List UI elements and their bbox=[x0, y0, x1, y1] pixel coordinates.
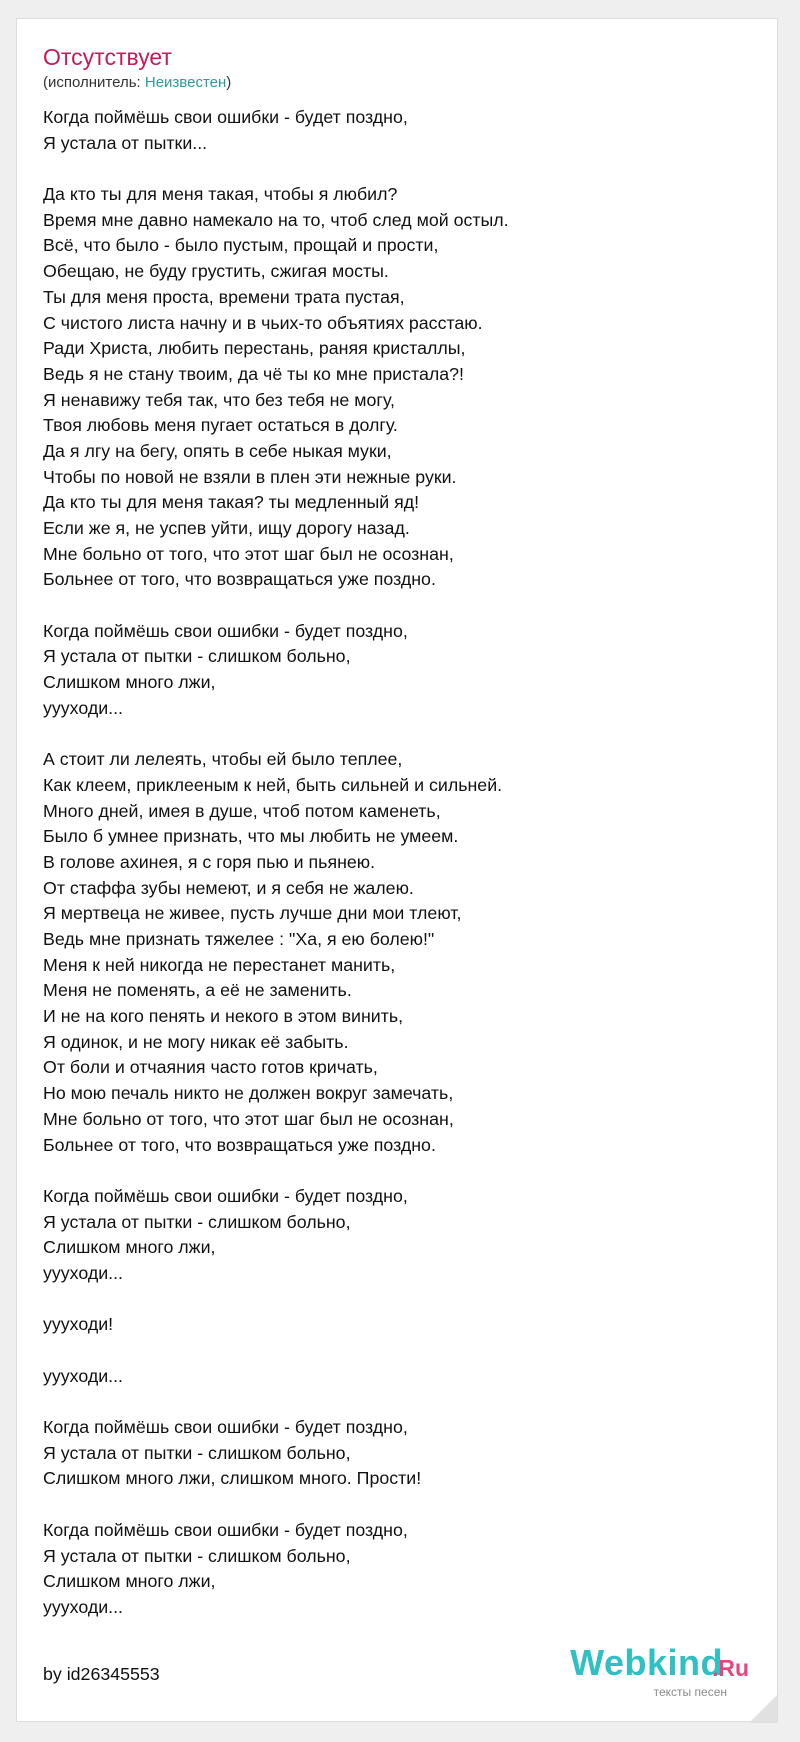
lyric-line: Я мертвеца не живее, пусть лучше дни мои тлеют, bbox=[43, 903, 462, 924]
lyric-line: Как клеем, приклееным к ней, быть сильней и сильней. bbox=[43, 774, 503, 795]
lyric-line: Мне больно от того, что этот шаг был не осознан, bbox=[43, 1108, 454, 1129]
lyric-line: уууходи... bbox=[43, 1365, 123, 1386]
lyric-line: С чистого листа начну и в чьих-то объятиях расстаю. bbox=[43, 312, 483, 333]
lyric-line: Да я лгу на бегу, опять в себе ныкая муки, bbox=[43, 440, 392, 461]
lyric-line: Я устала от пытки - слишком больно, bbox=[43, 1442, 351, 1463]
site-logo[interactable] bbox=[559, 1642, 749, 1704]
lyric-line: уууходи... bbox=[43, 697, 123, 718]
lyric-line: Ведь мне признать тяжелее : "Ха, я ею болею!" bbox=[43, 929, 435, 949]
lyric-line: Я устала от пытки - слишком больно, bbox=[43, 1211, 351, 1232]
lyrics-card bbox=[16, 18, 778, 1722]
lyric-line: Время мне давно намекало на то, чтоб след мой остыл. bbox=[43, 209, 509, 230]
lyric-line bbox=[43, 156, 743, 182]
lyric-line: Слишком много лжи, bbox=[43, 1571, 216, 1592]
lyric-line: Я одинок, и не могу никак её забыть. bbox=[43, 1031, 349, 1052]
lyric-line: Слишком много лжи, bbox=[43, 1237, 216, 1258]
lyric-line bbox=[43, 1492, 743, 1518]
lyric-line: От боли и отчаяния часто готов кричать, bbox=[43, 1057, 378, 1078]
lyric-line: Мне больно от того, что этот шаг был не осознан, bbox=[43, 543, 454, 564]
lyric-line: Да кто ты для меня такая, чтобы я любил? bbox=[43, 184, 398, 205]
artist-link[interactable]: Неизвестен bbox=[144, 74, 227, 91]
lyric-line: Но мою печаль никто не должен вокруг замечать, bbox=[43, 1083, 454, 1104]
lyric-line: уууходи... bbox=[43, 1262, 123, 1283]
lyric-line bbox=[43, 1287, 743, 1313]
artist-line bbox=[43, 73, 231, 93]
lyric-line: Ведь я не стану твоим, да чё ты ко мне пристала?! bbox=[43, 363, 464, 384]
lyric-line: Меня к ней никогда не перестанет манить, bbox=[43, 954, 396, 975]
logo-domain: .Ru bbox=[711, 1655, 749, 1681]
author-byline: by id26345553 bbox=[43, 1664, 160, 1684]
lyric-line: Обещаю, не буду грустить, сжигая мосты. bbox=[43, 261, 389, 282]
lyric-line: Да кто ты для меня такая? ты медленный яд! bbox=[43, 492, 420, 513]
page-curl-decoration bbox=[749, 1695, 777, 1723]
lyric-line: Я устала от пытки - слишком больно, bbox=[43, 646, 351, 667]
logo-tagline: тексты песен bbox=[653, 1685, 727, 1699]
lyric-line bbox=[43, 722, 743, 748]
artist-suffix: ) bbox=[226, 74, 232, 91]
lyric-line: Всё, что было - было пустым, прощай и прости, bbox=[43, 235, 439, 256]
lyric-line: Я устала от пытки - слишком больно, bbox=[43, 1545, 351, 1566]
lyric-line: Больнее от того, что возвращаться уже поздно. bbox=[43, 569, 436, 590]
lyric-line: Много дней, имея в душе, чтоб потом каменеть, bbox=[43, 800, 441, 821]
lyrics-text bbox=[43, 105, 743, 1621]
lyric-line: Когда поймёшь свои ошибки - будет поздно, bbox=[43, 107, 408, 127]
lyric-line: В голове ахинея, я с горя пью и пьянею. bbox=[43, 851, 376, 872]
lyric-line: Когда поймёшь свои ошибки - будет поздно, bbox=[43, 1185, 408, 1206]
lyric-line: уууходи! bbox=[43, 1314, 114, 1335]
lyric-line bbox=[43, 1158, 743, 1184]
logo-wordmark: Webkind bbox=[570, 1642, 723, 1683]
lyric-line: уууходи... bbox=[43, 1596, 123, 1617]
lyric-line bbox=[43, 593, 743, 619]
lyric-line: Когда поймёшь свои ошибки - будет поздно, bbox=[43, 620, 408, 641]
lyric-line: Когда поймёшь свои ошибки - будет поздно, bbox=[43, 1417, 408, 1438]
lyric-line: Больнее от того, что возвращаться уже поздно. bbox=[43, 1134, 436, 1155]
lyric-line: Если же я, не успев уйти, ищу дорогу назад. bbox=[43, 518, 410, 538]
lyric-line: Ради Христа, любить перестань, раняя кристаллы, bbox=[43, 338, 466, 359]
lyric-line: Меня не поменять, а её не заменить. bbox=[43, 980, 352, 1001]
lyric-line: Было б умнее признать, что мы любить не умеем. bbox=[43, 826, 459, 847]
lyric-line: И не на кого пенять и некого в этом винить, bbox=[43, 1006, 404, 1027]
song-title: Отсутствует bbox=[43, 44, 172, 70]
lyric-line: Когда поймёшь свои ошибки - будет поздно, bbox=[43, 1519, 408, 1540]
lyric-line: От стаффа зубы немеют, и я себя не жалею. bbox=[43, 877, 414, 898]
lyric-line bbox=[43, 1389, 743, 1415]
lyric-line: Чтобы по новой не взяли в плен эти нежные руки. bbox=[43, 466, 457, 487]
artist-prefix: (исполнитель: bbox=[43, 74, 145, 91]
lyric-line: Я устала от пытки... bbox=[43, 132, 208, 153]
lyric-line: Твоя любовь меня пугает остаться в долгу. bbox=[43, 415, 398, 436]
lyric-line: А стоит ли лелеять, чтобы ей было теплее, bbox=[43, 749, 403, 770]
lyric-line: Ты для меня проста, времени трата пустая, bbox=[43, 286, 405, 307]
lyric-line: Я ненавижу тебя так, что без тебя не могу, bbox=[43, 389, 395, 410]
lyric-line: Слишком много лжи, bbox=[43, 672, 216, 693]
lyric-line: Слишком много лжи, слишком много. Прости! bbox=[43, 1468, 422, 1489]
lyric-line bbox=[43, 1338, 743, 1364]
